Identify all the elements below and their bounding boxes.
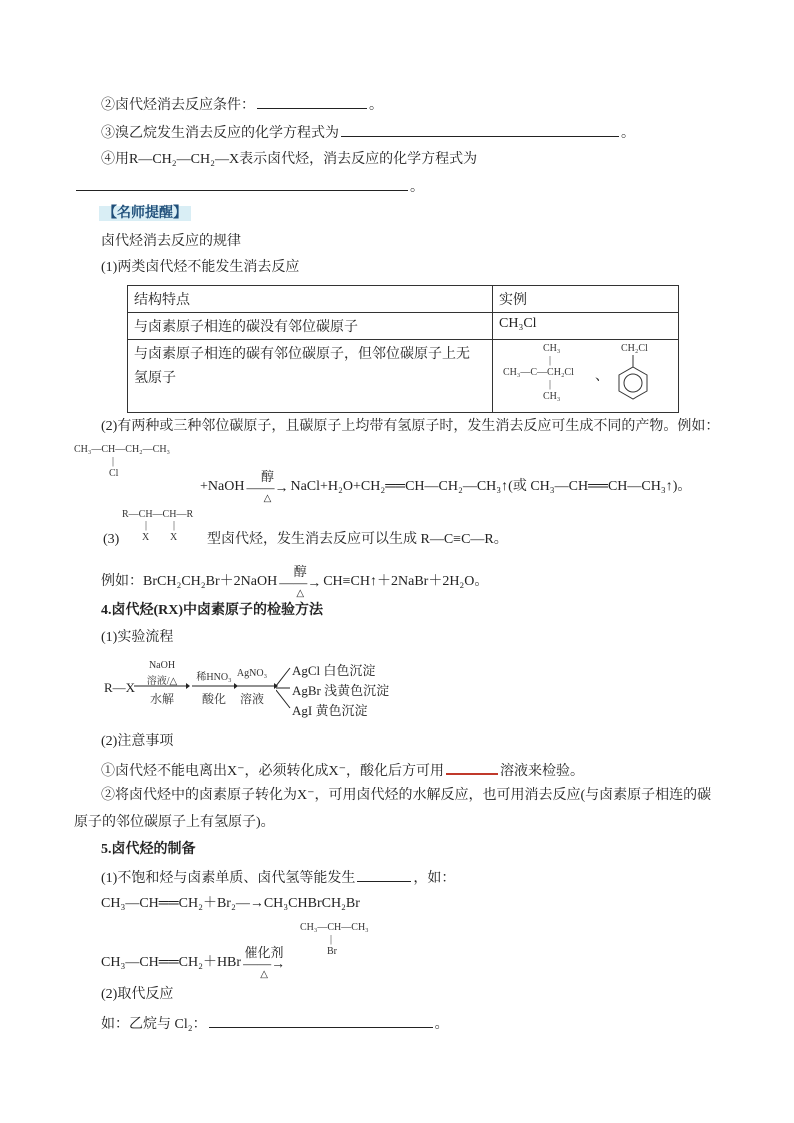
table-cell: 与卤素原子相连的碳没有邻位碳原子 (128, 313, 493, 340)
flow-arrow-1 (134, 682, 190, 690)
section-4-flow-title: (1)实验流程 (101, 630, 174, 645)
reaction-arrow: 醇 ——→ △ (279, 564, 322, 599)
flow-result-agcl: AgCl 白色沉淀 (292, 663, 376, 678)
answer-blank[interactable] (76, 176, 408, 191)
section-5-item-2: (2)取代反应 (101, 987, 174, 1002)
example-equation: 例如：BrCH₂CH₂Br＋2NaOH 醇 ——→ △ CH≡CH↑＋2NaBr＋2H₂O。 (101, 564, 489, 599)
section-5-equation-1: CH₃—CH══CH₂＋Br₂—→CH₃CHBrCH₂Br (101, 896, 360, 911)
structure-2-chlorobutane: CH₃—CH—CH₂—CH₃ (74, 444, 171, 455)
question-2-text: ②卤代烃消去反应条件： (101, 98, 255, 113)
section-5-item-2-example: 如：乙烷与 Cl₂： 。 (101, 1013, 449, 1035)
flow-branch-arrows (276, 664, 292, 714)
answer-blank[interactable] (209, 1013, 433, 1028)
table-header-row (128, 286, 679, 313)
table-cell: CH₃Cl (493, 313, 679, 340)
teacher-tip-tag: 【名师提醒】 (99, 204, 191, 224)
answer-blank-red[interactable] (446, 759, 498, 775)
question-3-text: ③溴乙烷发生消去反应的化学方程式为 (101, 126, 339, 141)
rule-1: (1)两类卤代烃不能发生消去反应 (101, 260, 300, 275)
rule-3-number: (3) (103, 532, 120, 547)
table-cell-structures: CH₃ | CH₃—C—CH₂Cl | CH₃ 、 CH₂Cl (493, 340, 679, 413)
question-4-answer-line: 。 (74, 176, 424, 198)
rule-2: (2)有两种或三种邻位碳原子，且碳原子上均带有氢原子时，发生消去反应可生成不同的产物。例如： (101, 419, 720, 434)
reaction-arrow: 催化剂 ——→ △ (243, 945, 286, 980)
rule-2-equation: +NaOH 醇 ——→ △ NaCl+H₂O+CH₂══CH—CH₂—CH₃↑(或 CH₃—CH══CH—CH₃↑)。 (200, 469, 692, 504)
flow-result-agbr: AgBr 浅黄色沉淀 (292, 683, 390, 698)
question-4 (101, 150, 477, 170)
table-row (128, 313, 679, 340)
section-5-item-1: (1)不饱和烃与卤素单质、卤代氢等能发生 ，如： (101, 867, 455, 889)
reaction-arrow: 醇 ——→ △ (246, 469, 289, 504)
table-header-cell: 实例 (493, 286, 679, 313)
rule-title: 卤代烃消去反应的规律 (101, 234, 241, 249)
rule-table (127, 285, 679, 413)
flow-start: R—X (104, 680, 136, 695)
structure-neopentyl-chloride: CH₃—C—CH₂Cl (503, 367, 574, 378)
question-4-text: ④用R—CH₂—CH₂—X表示卤代烃，消去反应的化学方程式为 (101, 152, 478, 167)
section-4-note-title: (2)注意事项 (101, 734, 174, 749)
note-2-line-2: 原子的邻位碳原子上有氢原子)。 (74, 815, 275, 830)
answer-blank[interactable] (257, 94, 367, 109)
table-header-cell: 结构特点 (128, 286, 493, 313)
structure-2-bromopropane: CH₃—CH—CH₃ (300, 922, 369, 933)
benzene-ring-icon (613, 353, 653, 409)
question-2: ②卤代烃消去反应条件： 。 (101, 94, 383, 116)
detection-flow-diagram: R—X NaOH 溶液/△ 水解 稀HNO₃ 酸化 AgNO₃ 溶液 AgCl 白色沉淀 AgBr 浅黄色沉淀 AgI 黄色沉淀 (104, 660, 390, 718)
flow-arrow-3 (232, 682, 278, 690)
table-cell: 与卤素原子相连的碳有邻位碳原子，但邻位碳原子上无 氢原子 (128, 340, 493, 413)
note-2-line-1: ②将卤代烃中的卤素原子转化为X⁻，可用卤代烃的水解反应，也可用消去反应(与卤素原子相连的碳 (101, 788, 712, 803)
table-row (128, 340, 679, 413)
question-3: ③溴乙烷发生消去反应的化学方程式为 。 (101, 122, 635, 144)
structure-vicinal-dihalide: R—CH—CH—R (122, 509, 194, 520)
answer-blank[interactable] (357, 867, 411, 882)
flow-result-agi: AgI 黄色沉淀 (292, 703, 368, 718)
section-5-title: 5.卤代烃的制备 (101, 842, 196, 857)
structure-benzyl-chloride: CH₂Cl (621, 343, 648, 354)
section-4-title: 4.卤代烃(RX)中卤素原子的检验方法 (101, 603, 324, 618)
answer-blank[interactable] (341, 122, 619, 137)
rule-3-text: 型卤代烃，发生消去反应可以生成 R—C≡C—R。 (207, 532, 508, 547)
note-1: ①卤代烃不能电离出X⁻，必须转化成X⁻，酸化后方可用 溶液来检验。 (101, 759, 584, 782)
section-5-equation-2: CH₃—CH══CH₂＋HBr 催化剂 ——→ △ (101, 945, 286, 980)
